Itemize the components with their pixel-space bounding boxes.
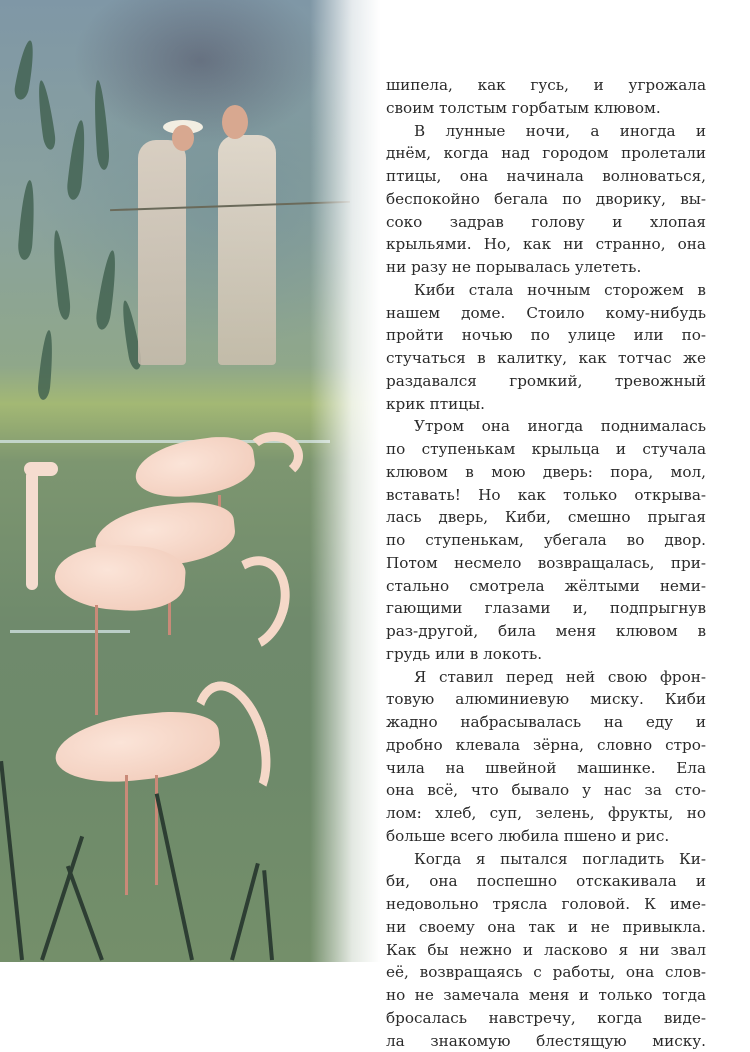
illustration-fade-edge (310, 0, 380, 962)
text-line: пройти ночью по улице или по- (386, 324, 706, 347)
text-line: раз-другой, била меня клювом в (386, 620, 706, 643)
text-line: соко задрав голову и хлопая (386, 211, 706, 234)
text-line: по ступенькам крыльца и стучала (386, 438, 706, 461)
text-line: Киби стала ночным сторожем в (386, 279, 706, 302)
text-line: по ступенькам, убегала во двор. (386, 529, 706, 552)
text-line: крыльями. Но, как ни странно, она (386, 233, 706, 256)
flamingo-3 (53, 541, 187, 615)
willow-leaf (95, 249, 120, 330)
text-line: товую алюминиевую миску. Киби (386, 688, 706, 711)
man-left-head (172, 125, 194, 151)
willow-leaf (35, 80, 57, 151)
text-line: ни своему она так и не привыкла. (386, 916, 706, 939)
reed (230, 863, 260, 961)
text-line: Как бы нежно и ласково я ни звал (386, 939, 706, 962)
text-line: но не замечала меня и только тогда (386, 984, 706, 1007)
willow-leaf (37, 330, 55, 401)
text-line: ла знакомую блестящую миску. (386, 1030, 706, 1052)
text-line: лом: хлеб, суп, зелень, фрукты, но (386, 802, 706, 825)
text-line: ни разу не порывалась улететь. (386, 256, 706, 279)
text-line: шипела, как гусь, и угрожала (386, 74, 706, 97)
flamingo-1-neck (245, 432, 303, 480)
flamingo-3-head (24, 462, 58, 476)
text-line: гающими глазами и, подпрыгнув (386, 597, 706, 620)
text-line: би, она поспешно отскакивала и (386, 870, 706, 893)
text-line: Когда я пытался погладить Ки- (386, 848, 706, 871)
text-line: грудь или в локоть. (386, 643, 706, 666)
text-line: крик птицы. (386, 393, 706, 416)
reed (155, 793, 194, 960)
text-line: она всё, что бывало у нас за сто- (386, 779, 706, 802)
text-line: птицы, она начинала волноваться, (386, 165, 706, 188)
flamingo-leg (95, 605, 98, 715)
willow-leaf (17, 180, 37, 261)
flamingo-2-neck (200, 545, 302, 662)
text-line: бросалась навстречу, когда виде- (386, 1007, 706, 1030)
text-line: В лунные ночи, а иногда и (386, 120, 706, 143)
text-line: нашем доме. Стоило кому-нибудь (386, 302, 706, 325)
text-line: беспокойно бегала по дворику, вы- (386, 188, 706, 211)
illustration-flamingos (0, 0, 380, 962)
flamingo-leg (155, 775, 158, 885)
flamingo-3-neck (26, 470, 38, 590)
text-line: Я ставил перед ней свою фрон- (386, 666, 706, 689)
text-line: своим толстым горбатым клювом. (386, 97, 706, 120)
text-line: стально смотрела жёлтыми неми- (386, 575, 706, 598)
text-line: её, возвращаясь с работы, она слов- (386, 961, 706, 984)
text-line: клювом в мою дверь: пора, мол, (386, 461, 706, 484)
text-line: Утром она иногда поднималась (386, 415, 706, 438)
man-right-head (222, 105, 248, 139)
man-left (138, 140, 186, 365)
text-line: вставать! Но как только открыва- (386, 484, 706, 507)
man-right (218, 135, 276, 365)
text-line: жадно набрасывалась на еду и (386, 711, 706, 734)
willow-leaf (66, 119, 88, 200)
flamingo-leg (125, 775, 128, 895)
reed (262, 870, 274, 960)
text-line: раздавался громкий, тревожный (386, 370, 706, 393)
willow-leaf (50, 230, 71, 321)
water-line (10, 630, 130, 633)
text-line: стучаться в калитку, как тотчас же (386, 347, 706, 370)
text-line: недовольно трясла головой. К име- (386, 893, 706, 916)
reed (66, 865, 104, 960)
text-line: дробно клевала зёрна, словно стро- (386, 734, 706, 757)
story-text-column (386, 74, 706, 1052)
text-line: больше всего любила пшено и рис. (386, 825, 706, 848)
text-line: Потом несмело возвращалась, при- (386, 552, 706, 575)
willow-leaf (92, 80, 110, 171)
text-line: лась дверь, Киби, смешно прыгая (386, 506, 706, 529)
willow-leaf (13, 39, 37, 101)
text-line: чила на швейной машинке. Ела (386, 757, 706, 780)
reed (0, 761, 24, 960)
flamingo-4-neck (180, 673, 284, 816)
text-line: днём, когда над городом пролетали (386, 142, 706, 165)
